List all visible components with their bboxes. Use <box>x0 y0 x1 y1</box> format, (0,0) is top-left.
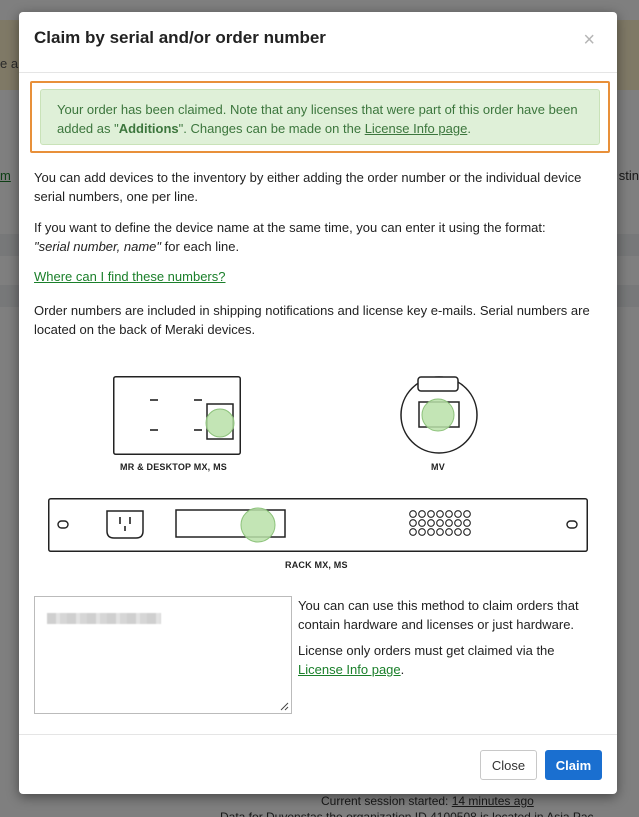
success-alert: Your order has been claimed. Note that any licenses that were part of this order have been added as "Additions". Changes can be made on the License Info page. <box>40 89 600 145</box>
mv-camera-label: MV <box>431 462 445 472</box>
close-icon[interactable]: × <box>583 29 595 51</box>
modal-footer <box>19 734 617 794</box>
side-note-hardware: You can can use this method to claim orders that contain hardware and licenses or just hardware. <box>298 598 579 632</box>
format-instructions: If you want to define the device name at the same time, you can enter it using the format: "serial number, name" for each line. <box>34 220 546 254</box>
modal-title: Claim by serial and/or order number <box>34 28 326 47</box>
resize-handle-icon[interactable] <box>280 702 289 711</box>
desktop-device-diagram <box>113 376 241 456</box>
format-example: "serial number, name" <box>34 239 162 254</box>
alert-bold: Additions <box>118 121 179 136</box>
find-numbers-link[interactable]: Where can I find these numbers? <box>34 269 226 284</box>
mv-camera-diagram <box>399 376 479 456</box>
claim-modal <box>19 12 617 794</box>
desktop-device-label: MR & DESKTOP MX, MS <box>120 462 227 472</box>
rack-device-diagram <box>48 498 589 552</box>
close-button[interactable]: Close <box>480 750 537 780</box>
alert-license-info-link[interactable]: License Info page <box>364 121 468 136</box>
modal-header <box>19 12 617 73</box>
redacted-serial-text <box>47 613 161 624</box>
highlight-outline <box>30 81 610 153</box>
side-note-license-info-link[interactable]: License Info page <box>298 662 401 677</box>
order-info-text: Order numbers are included in shipping notifications and license key e-mails. Serial numbers are located on the back of Meraki devices. <box>34 303 590 337</box>
intro-text: You can add devices to the inventory by either adding the order number or the individual device serial numbers, one per line. <box>34 170 582 204</box>
side-note-license: License only orders must get claimed via the License Info page. <box>298 643 555 677</box>
rack-device-label: RACK MX, MS <box>285 560 348 570</box>
claim-button[interactable]: Claim <box>545 750 602 780</box>
claim-side-note <box>298 596 598 686</box>
serial-numbers-textarea[interactable] <box>34 596 292 714</box>
